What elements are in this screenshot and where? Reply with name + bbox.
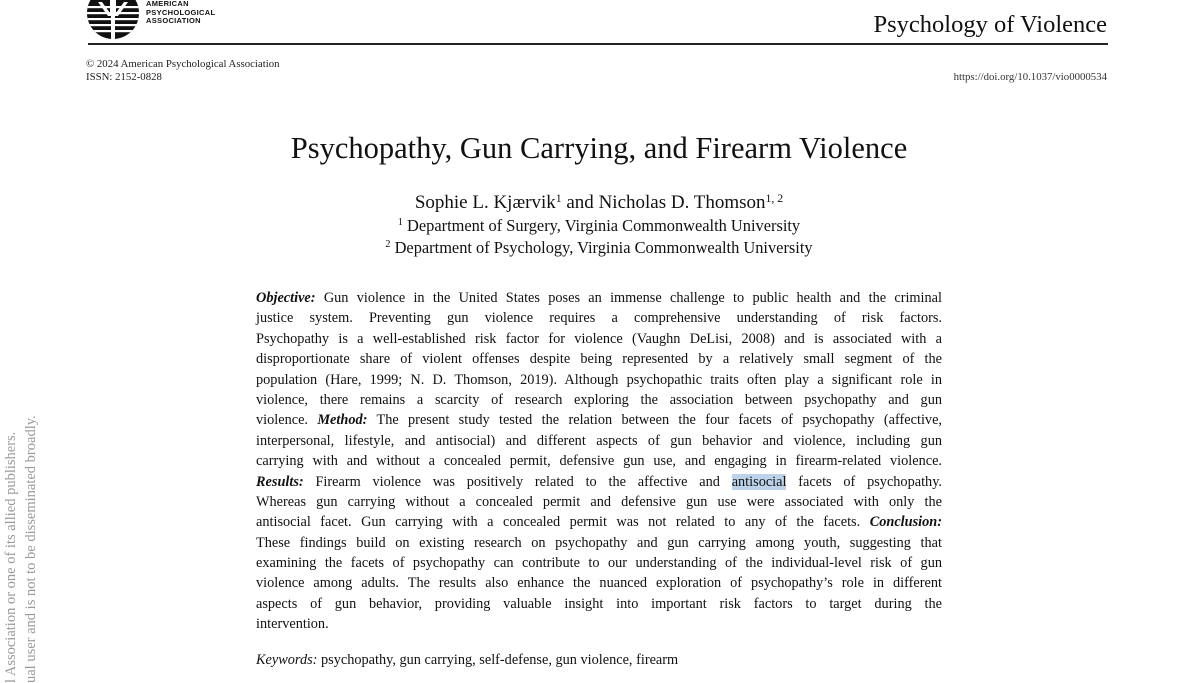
abstract-text: The present study tested the relation between the four facets of psychopathy (affective, <box>367 412 942 429</box>
side-watermark-line: ual user and is not to be disseminated broadly. <box>23 415 39 683</box>
abstract-line: interpersonal, lifestyle, and antisocial) and different aspects of gun behavior and violence, including gun <box>256 432 942 449</box>
affiliation-text: Department of Psychology, Virginia Commonwealth University <box>394 238 813 257</box>
abstract-text: Gun violence in the United States poses an immense challenge to public health and the criminal <box>315 290 942 306</box>
results-label: Results: <box>256 473 304 490</box>
abstract-line <box>256 512 942 532</box>
abstract-line: carrying with and without a concealed permit, defensive gun use, and engaging in firearm-related violence. <box>256 453 942 470</box>
selected-text-highlight[interactable]: antisocial <box>731 473 787 490</box>
abstract-line: These findings build on existing research on psychopathy and gun carrying among youth, suggesting that <box>256 534 942 551</box>
publisher-name-line: PSYCHOLOGICAL <box>146 7 216 17</box>
objective-label: Objective: <box>256 290 316 306</box>
abstract-line <box>256 410 942 430</box>
abstract-line: Psychopathy is a well-established risk factor for violence (Vaughn DeLisi, 2008) and is associated with a <box>256 330 942 347</box>
abstract-line: violence among adults. The results also enhance the nuanced exploration of psychopathy’s role in different <box>256 575 942 592</box>
method-label: Method: <box>317 412 368 429</box>
affiliation <box>0 238 1198 261</box>
abstract-text: antisocial facet. Gun carrying with a concealed permit was not related to any of the facets. <box>256 514 870 531</box>
journal-title: Psychology of Violence <box>873 11 1107 38</box>
author-name: Nicholas D. Thomson <box>598 192 766 213</box>
affiliation-text: Department of Surgery, Virginia Commonwealth University <box>407 216 801 235</box>
conclusion-label: Conclusion: <box>869 514 942 531</box>
keywords-text: psychopathy, gun carrying, self-defense, gun violence, firearm <box>317 652 679 668</box>
abstract-line: justice system. Preventing gun violence requires a comprehensive understanding of risk factors. <box>256 310 942 327</box>
keywords-label: Keywords: <box>256 652 318 668</box>
copyright-notice: © 2024 American Psychological Association <box>86 58 280 70</box>
abstract-line: population (Hare, 1999; N. D. Thomson, 2019). Although psychopathic traits often play a significant role in <box>256 371 942 388</box>
abstract-text: facets of psychopathy. <box>786 473 942 490</box>
author-name: Sophie L. Kjærvik <box>414 192 556 213</box>
abstract-line: aspects of gun behavior, providing valuable insight into important risk factors to target during the <box>256 595 942 612</box>
abstract-line: violence, there remains a scarcity of research exploring the association between psychopathy and gun <box>256 391 942 408</box>
affiliation <box>0 216 1198 239</box>
header-divider <box>88 43 1108 45</box>
abstract-line <box>256 472 942 492</box>
side-watermark-line: l Association or one of its allied publishers. <box>3 431 19 683</box>
keywords <box>256 651 678 669</box>
abstract-line: examining the facets of psychopathy can contribute to our understanding of the individual-level risk of gun <box>256 555 942 572</box>
issn: ISSN: 2152-0828 <box>86 70 162 83</box>
abstract-line: Whereas gun carrying without a concealed permit and defensive gun use were associated with only the <box>256 493 942 510</box>
abstract-line: disproportionate share of violent offenses despite being represented by a relatively small segment of the <box>256 351 942 368</box>
affiliation-marker: 1 <box>555 191 562 205</box>
copyright-block <box>86 58 280 83</box>
publisher-name-line: AMERICAN <box>146 0 189 8</box>
publisher-name-line: ASSOCIATION <box>146 16 201 25</box>
abstract-text: Firearm violence was positively related to the affective and <box>303 473 732 490</box>
affiliation-number: 2 <box>385 239 391 251</box>
abstract-line: intervention. <box>256 616 329 633</box>
abstract-line <box>256 288 942 308</box>
paper-title: Psychopathy, Gun Carrying, and Firearm Violence <box>290 131 908 165</box>
doi-link[interactable]: https://doi.org/10.1037/vio0000534 <box>953 71 1107 83</box>
apa-logo-icon <box>86 0 140 40</box>
publisher-name <box>146 0 215 26</box>
author-list <box>0 191 1198 217</box>
abstract-text: violence. <box>256 412 318 429</box>
author-joiner: and <box>561 192 599 213</box>
abstract <box>256 288 942 635</box>
affiliation-marker: 1, 2 <box>765 191 784 205</box>
affiliation-number: 1 <box>397 217 403 229</box>
